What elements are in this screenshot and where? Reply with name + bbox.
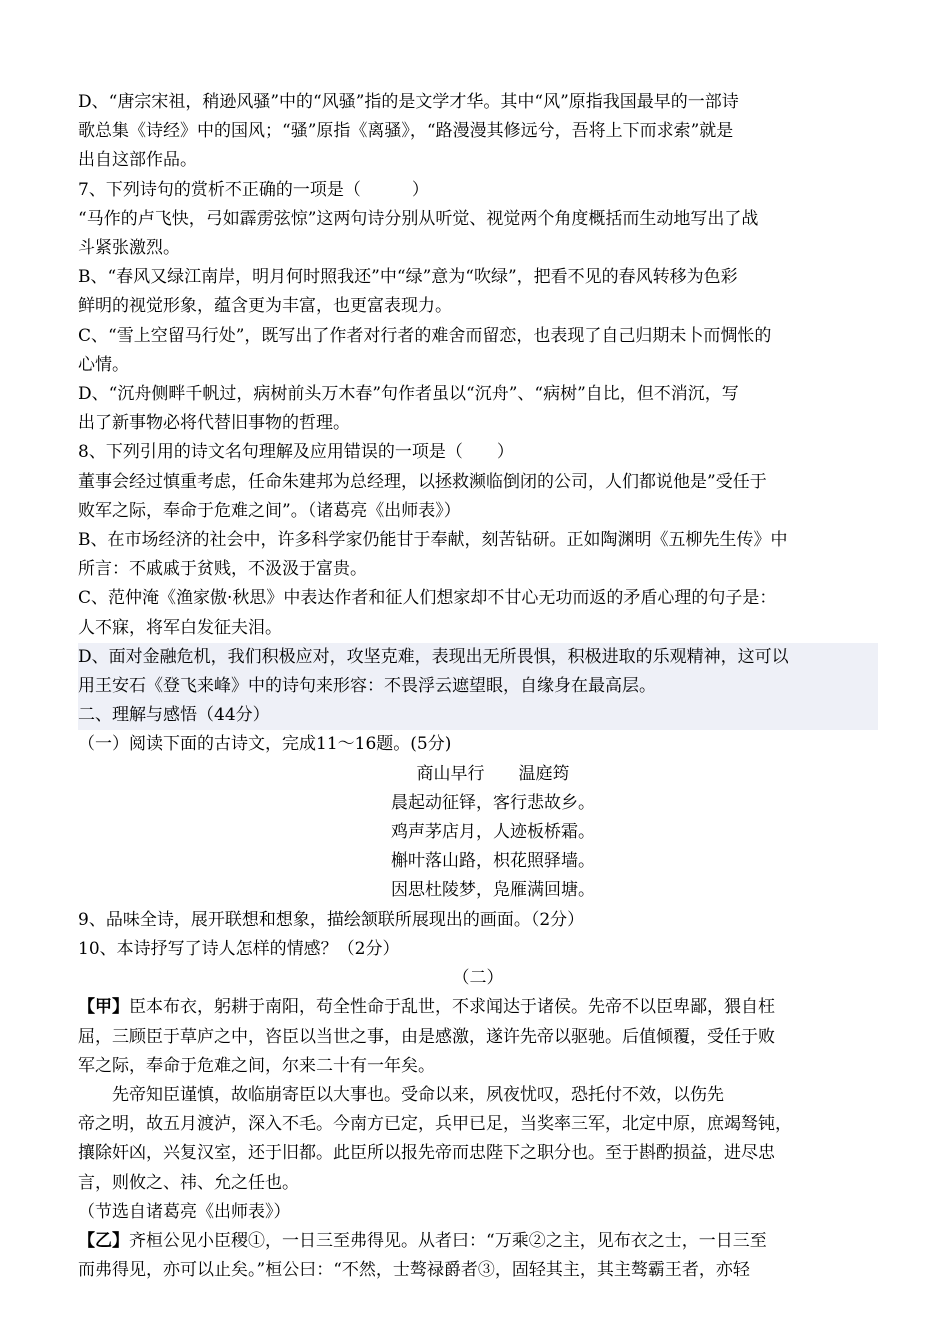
option-b-line: B、在市场经济的社会中，许多科学家仍能甘于奉献，刻苦钻研。正如陶渊明《五柳先生传》中 bbox=[78, 530, 788, 551]
option-d-line: D、面对金融危机，我们积极应对，攻坚克难，表现出无所畏惧，积极进取的乐观精神，这可以 bbox=[78, 643, 878, 672]
text-line: 出自这部作品。 bbox=[78, 150, 197, 171]
part-2-heading: （二） bbox=[452, 968, 504, 989]
text-line: 歌总集《诗经》中的国风；“骚”原指《离骚》，“路漫漫其修远兮，吾将上下而求索”就是 bbox=[78, 121, 734, 142]
option-b-line: 所言：不戚戚于贫贱，不汲汲于富贵。 bbox=[78, 559, 367, 580]
option-a-line: 董事会经过慎重考虑，任命朱建邦为总经理，以拯救濒临倒闭的公司，人们都说他是”受任于 bbox=[78, 471, 767, 492]
section-2 bbox=[78, 701, 878, 993]
passage-jia bbox=[78, 993, 878, 1227]
poem-line: 槲叶落山路，枳花照驿墙。 bbox=[391, 851, 595, 872]
text-line: 言，则攸之、祎、允之任也。 bbox=[78, 1172, 299, 1193]
question-stem: 7、下列诗句的赏析不正确的一项是（ ） bbox=[78, 179, 429, 200]
passage-source: （节选自诸葛亮《出师表》） bbox=[78, 1201, 291, 1222]
text-line: 帝之明，故五月渡泸，深入不毛。今南方已定，兵甲已足，当奖率三军，北定中原，庶竭驽钝， bbox=[78, 1114, 792, 1135]
poem-line: 晨起动征铎，客行悲故乡。 bbox=[391, 792, 595, 813]
option-c-line: C、范仲淹《渔家傲·秋思》中表达作者和征人们想家却不甘心无功而返的矛盾心理的句子是： bbox=[78, 588, 777, 609]
option-d-line: 用王安石《登飞来峰》中的诗句来形容：不畏浮云遮望眼，自缘身在最高层。 bbox=[78, 672, 878, 701]
passage-yi bbox=[78, 1227, 878, 1285]
option-c-line: 心情。 bbox=[78, 354, 129, 375]
poem-title: 商山早行 bbox=[416, 763, 485, 784]
part-1-intro: （一）阅读下面的古诗文，完成11～16题。(5分) bbox=[78, 734, 452, 755]
poem bbox=[78, 760, 878, 906]
poem-author: 温庭筠 bbox=[518, 763, 570, 784]
option-d-line: D、“沉舟侧畔千帆过，病树前头万木春”句作者虽以“沉舟”、“病树”自比，但不消沉，写 bbox=[78, 384, 739, 405]
question-6-option-d bbox=[78, 88, 878, 176]
poem-title-line bbox=[78, 760, 878, 789]
option-a-line: 败军之际，奉命于危难之间”。（诸葛亮《出师表》） bbox=[78, 500, 461, 521]
text-line bbox=[78, 993, 878, 1022]
option-c-line: C、“雪上空留马行处”，既写出了作者对行者的难舍而留恋，也表现了自己归期未卜而惆怅的 bbox=[78, 325, 772, 346]
question-8 bbox=[78, 438, 878, 701]
question-7 bbox=[78, 176, 878, 439]
question-stem: 8、下列引用的诗文名句理解及应用错误的一项是（ ） bbox=[78, 442, 514, 463]
text-span: 臣本布衣，躬耕于南阳，苟全性命于乱世，不求闻达于诸侯。先帝不以臣卑鄙，猥自枉 bbox=[129, 997, 775, 1018]
option-b-line: 鲜明的视觉形象，蕴含更为丰富，也更富表现力。 bbox=[78, 296, 452, 317]
text-line: 先帝知臣谨慎，故临崩寄臣以大事也。受命以来，夙夜忧叹，恐托付不效，以伤先 bbox=[112, 1084, 724, 1105]
text-line: D、“唐宗宋祖，稍逊风骚”中的“风骚”指的是文学才华。其中“风”原指我国最早的一部诗 bbox=[78, 92, 739, 112]
option-a-line: 斗紧张激烈。 bbox=[78, 238, 180, 259]
option-a-line: “马作的卢飞快，弓如霹雳弦惊”这两句诗分别从听觉、视觉两个角度概括而生动地写出了战 bbox=[78, 208, 759, 229]
text-line: 而弗得见，亦可以止矣。”桓公曰：“不然，士骜禄爵者③，固轻其主，其主骜霸王者，亦轻 bbox=[78, 1260, 750, 1281]
question-10: 10、本诗抒写了诗人怎样的情感？（2分） bbox=[78, 938, 400, 959]
poem-line: 鸡声茅店月，人迹板桥霜。 bbox=[391, 822, 595, 843]
option-c-line: 人不寐，将军白发征夫泪。 bbox=[78, 617, 282, 638]
document-page bbox=[78, 88, 878, 1285]
passage-label: 【甲】 bbox=[78, 997, 129, 1018]
question-9: 9、品味全诗，展开联想和想象，描绘颔联所展现出的画面。（2分） bbox=[78, 909, 585, 930]
option-b-line: B、“春风又绿江南岸，明月何时照我还”中“绿”意为“吹绿”，把看不见的春风转移为色彩 bbox=[78, 267, 738, 288]
text-line: 军之际，奉命于危难之间，尔来二十有一年矣。 bbox=[78, 1055, 435, 1076]
text-line: 攘除奸凶，兴复汉室，还于旧都。此臣所以报先帝而忠陛下之职分也。至于斟酌损益，进尽忠 bbox=[78, 1143, 775, 1164]
text-span: 齐桓公见小臣稷①，一日三至弗得见。从者曰：“万乘②之主，见布衣之士，一日三至 bbox=[129, 1230, 767, 1251]
text-line bbox=[78, 1227, 878, 1256]
poem-line: 因思杜陵梦，凫雁满回塘。 bbox=[391, 880, 595, 901]
section-heading: 二、理解与感悟（44分） bbox=[78, 701, 878, 730]
passage-label: 【乙】 bbox=[78, 1230, 129, 1251]
option-d-line: 出了新事物必将代替旧事物的哲理。 bbox=[78, 413, 350, 434]
text-line: 屈，三顾臣于草庐之中，咨臣以当世之事，由是感激，遂许先帝以驱驰。后值倾覆，受任于败 bbox=[78, 1026, 775, 1047]
